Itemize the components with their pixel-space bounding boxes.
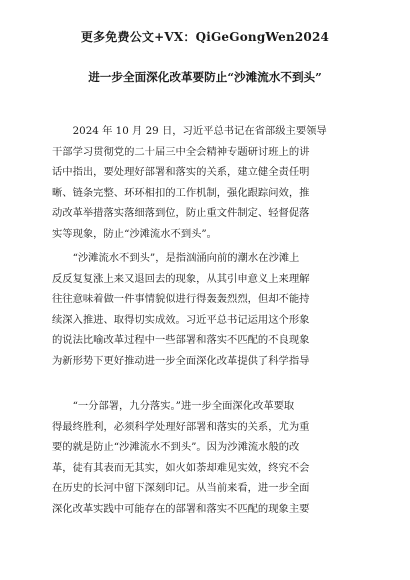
text-line: 晰、链条完整、环环相扣的工作机制，强化跟踪问效，推: [52, 186, 310, 199]
paragraph-2: [52, 248, 370, 371]
text-line: “沙滩流水不到头”，是指汹涌向前的潮水在沙滩上: [52, 252, 300, 264]
text-line: 干部学习贯彻党的二十届三中全会精神专题研讨班上的讲: [52, 145, 310, 158]
text-line: 在历史的长河中留下深刻印记。从当前来看，进一步全面: [52, 482, 310, 494]
text-line: 要的就是防止“沙滩流水不到头”。因为沙滩流水般的改: [52, 441, 300, 453]
text-line: 话中指出，要处理好部署和落实的关系，建立健全责任明: [52, 166, 310, 178]
text-line: 革，徒有其表而无其实，如火如荼却难见实效，终究不会: [52, 461, 310, 474]
page-header: 更多免费公文+VX：QiGeGongWen2024: [80, 30, 330, 44]
text-line: 往往意味着做一件事情貌似进行得轰轰烈烈，但却不能持: [52, 293, 310, 305]
paragraph-3: [52, 396, 370, 519]
text-line: 得最终胜利，必须科学处理好部署和落实的关系，尤为重: [52, 420, 310, 433]
text-line: 动改革举措落实落细落到位，防止重文件制定、轻督促落: [52, 207, 310, 219]
text-line: 的说法比喻改革过程中一些部署和落实不匹配的不良现象: [52, 334, 310, 346]
text-line: 实等现象，防止“沙滩流水不到头”。: [52, 227, 217, 240]
text-line: 2024 年 10 月 29 日，习近平总书记在省部级主要领导: [52, 125, 327, 137]
article-title: 进一步全面深化改革要防止“沙滩流水不到头”: [88, 70, 322, 84]
text-line: 深化改革实践中可能存在的部署和落实不匹配的现象主要: [52, 502, 310, 515]
text-line: 反反复复涨上来又退回去的现象，从其引申意义上来理解: [52, 272, 310, 285]
paragraph-1: [52, 121, 370, 244]
text-line: “一分部署，九分落实。”进一步全面深化改革要取: [52, 400, 295, 412]
text-line: 续深入推进、取得切实成效。习近平总书记运用这个形象: [52, 313, 310, 326]
text-line: 为新形势下更好推动进一步全面深化改革提供了科学指导: [52, 354, 310, 367]
